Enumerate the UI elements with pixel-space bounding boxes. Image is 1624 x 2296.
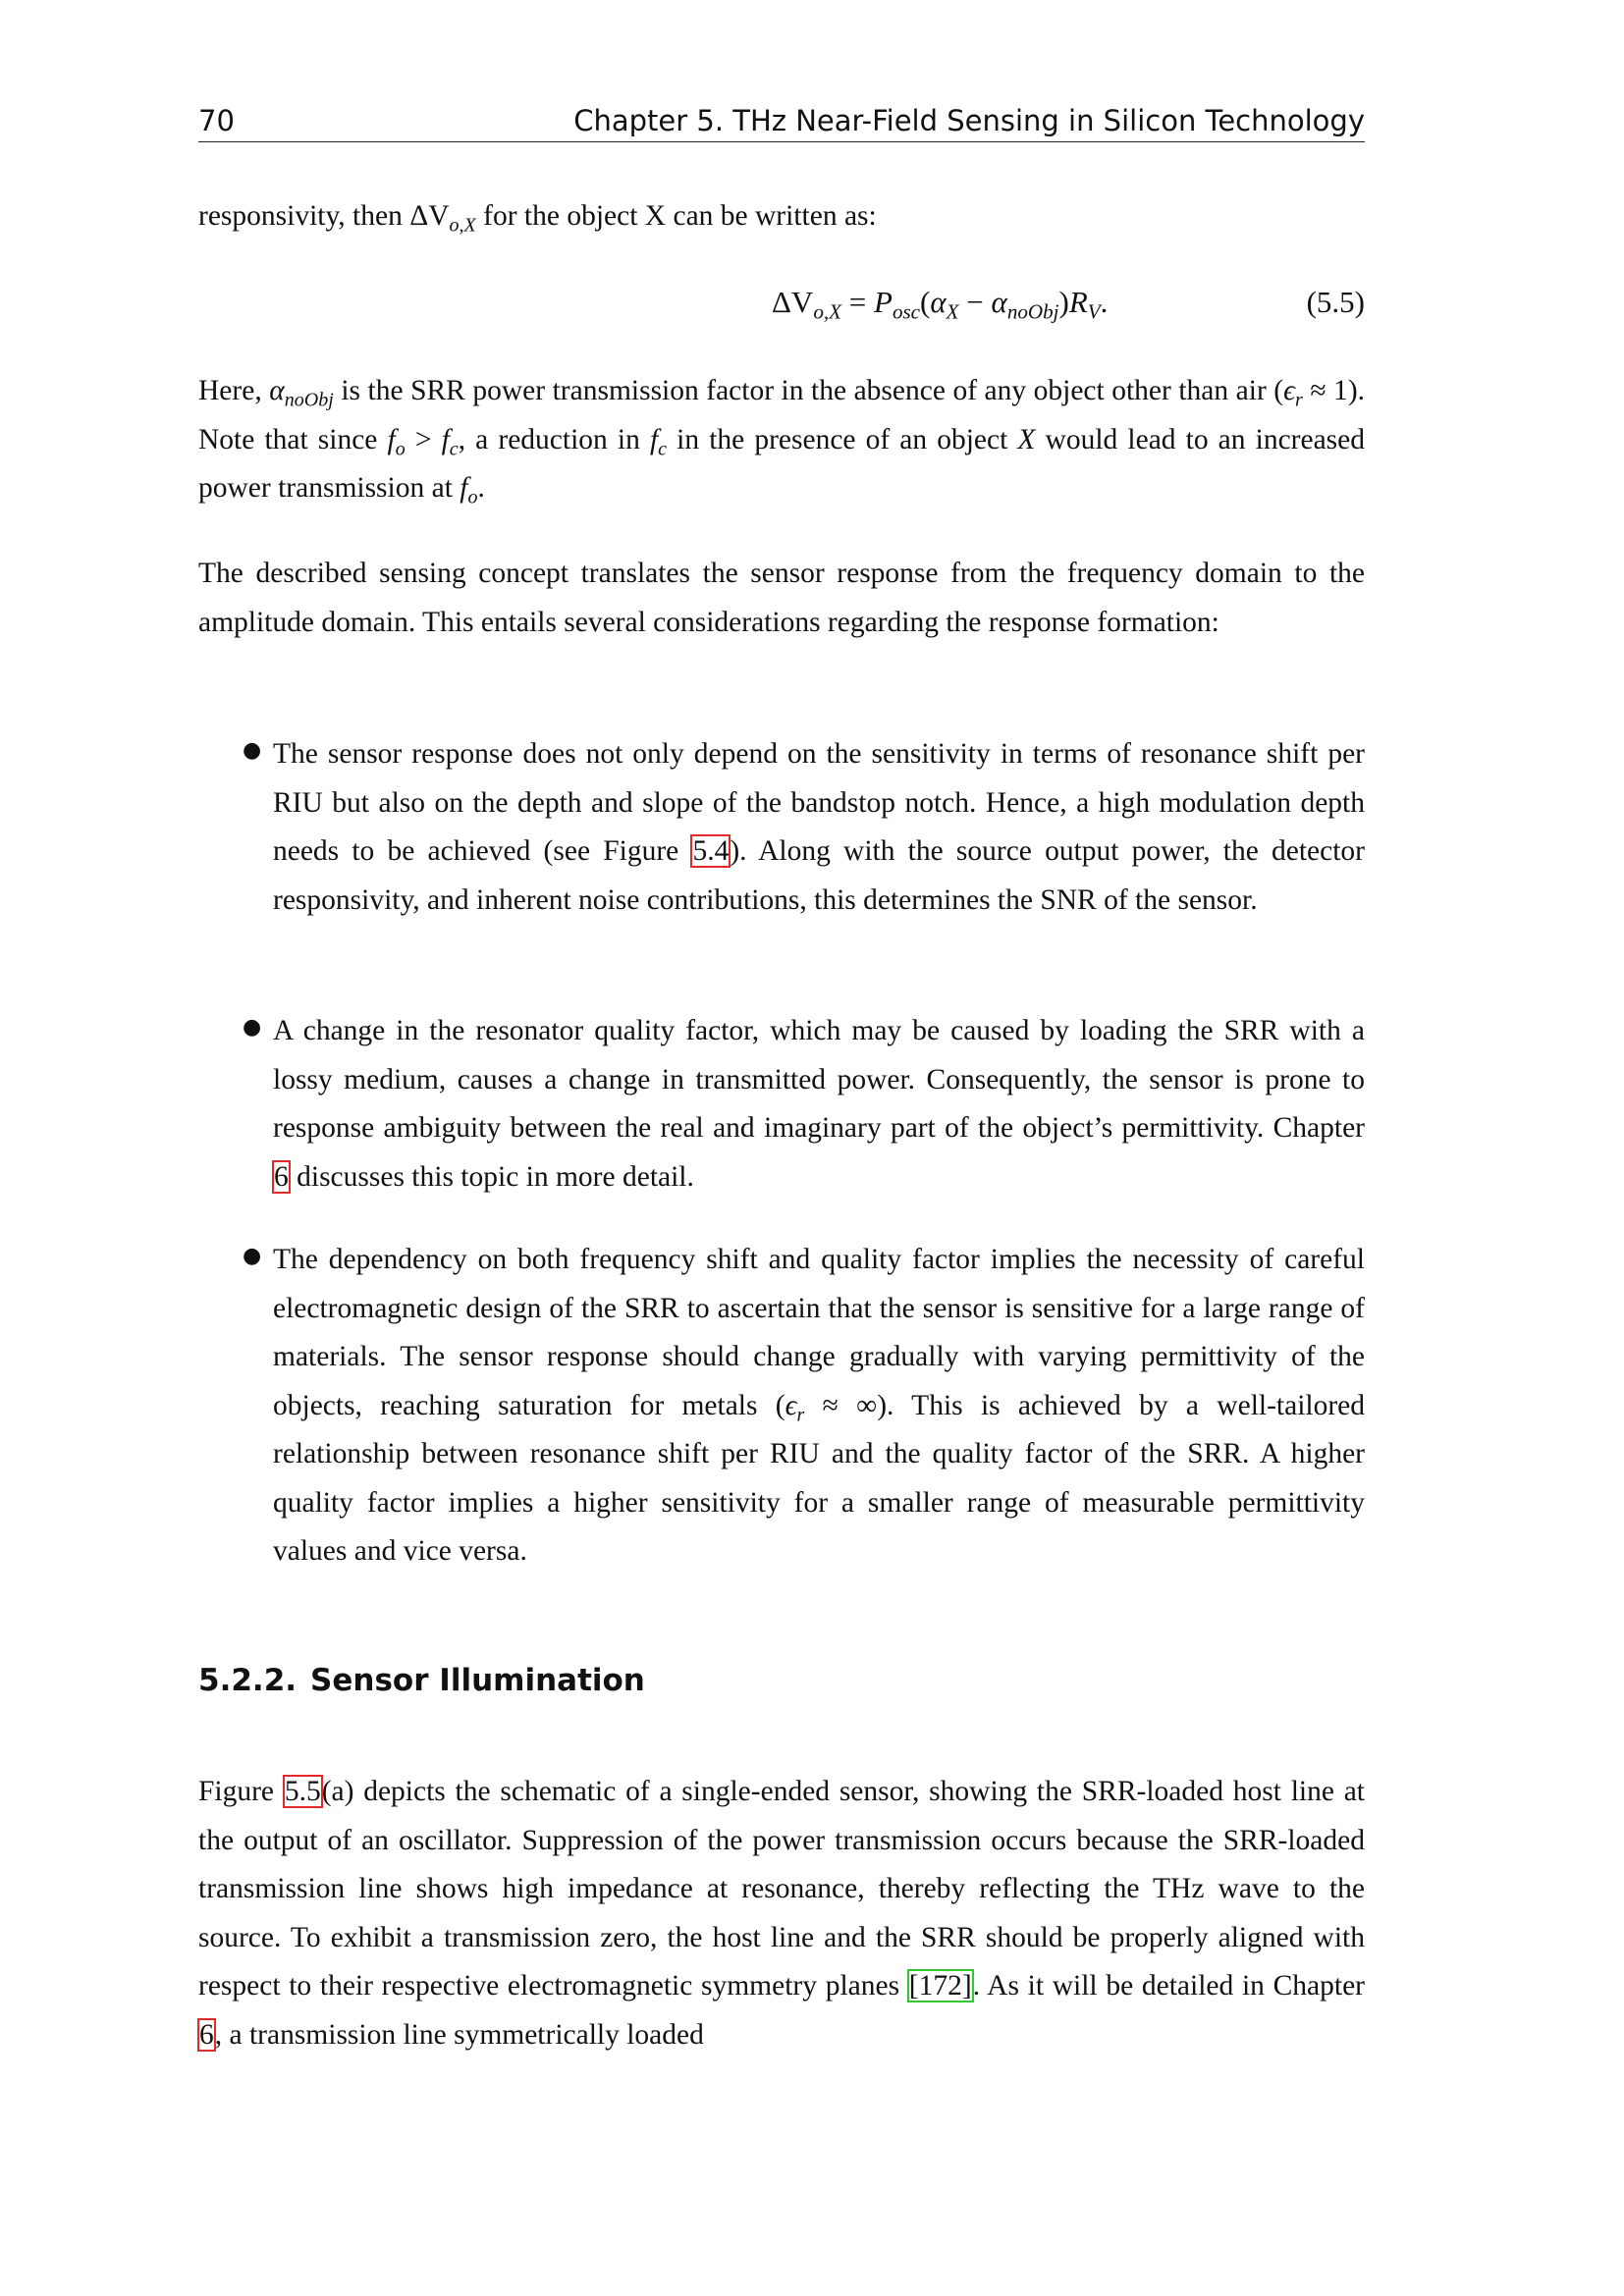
equation-5-5 bbox=[198, 285, 1365, 334]
equation-body: $\Delta V_{o,X} = P_{osc}(\alpha_X - \alpha_{noObj})R_V$. bbox=[772, 285, 1109, 324]
page-number: 70 bbox=[198, 104, 235, 137]
intro-sentence: responsivity, then $\Delta V_{o,X}$ for the object X can be written as: bbox=[198, 200, 877, 237]
section-heading bbox=[198, 1663, 645, 1698]
citation-172[interactable]: [172] bbox=[908, 1970, 972, 2002]
section-title: Sensor Illumination bbox=[310, 1663, 645, 1698]
paragraph-illumination: Figure 5.5(a) depicts the schematic of a single-ended sensor, showing the SRR-loaded host line at the output of an oscillator. Suppression of the power transmission occurs because the SRR-loaded transmission line shows high impedance at resonance, thereby reflecting the THz wave to the source. To exhibit a transmission zero, the host line and the SRR should be properly aligned with respect to their respective electromagnetic symmetry planes [172]. As it will be detailed in Chapter 6, a transmission line symmetrically loaded bbox=[198, 1776, 1365, 2051]
bullet-icon: ● bbox=[243, 1244, 262, 1268]
equation-number: (5.5) bbox=[1306, 285, 1365, 319]
section-number: 5.2.2. bbox=[198, 1663, 298, 1698]
figure-ref-5-5[interactable]: 5.5 bbox=[284, 1776, 321, 1807]
figure-ref-5-4[interactable]: 5.4 bbox=[692, 835, 730, 867]
chapter-title: Chapter 5. THz Near-Field Sensing in Silicon Technology bbox=[573, 104, 1365, 137]
running-header bbox=[198, 102, 1365, 142]
bullet-icon: ● bbox=[243, 1015, 262, 1040]
bullet-item-2: A change in the resonator quality factor, which may be caused by loading the SRR with a lossy medium, causes a change in transmitted power. Consequently, the sensor is prone to response ambiguity between the real and imaginary part of the object’s permittivity. Chapter 6 discusses this topic in more detail. bbox=[273, 1015, 1365, 1193]
chapter-ref-6[interactable]: 6 bbox=[199, 2018, 214, 2051]
paragraph-concept: The described sensing concept translates the sensor response from the frequency domain to the amplitude domain. This entails several considerations regarding the response formation: bbox=[198, 558, 1365, 638]
bullet-icon: ● bbox=[243, 738, 262, 763]
chapter-ref-6[interactable]: 6 bbox=[274, 1160, 289, 1193]
bullet-item-3: The dependency on both frequency shift and quality factor implies the necessity of careful electromagnetic design of the SRR to ascertain that the sensor is sensitive for a large range of materials. The sensor response should change gradually with varying permittivity of the objects, reaching saturation for metals ($\epsilon_r$ ≈ ∞). This is achieved by a well-tailored relationship between resonance shift per RIU and the quality factor of the SRR. A higher quality factor implies a higher sensitivity for a smaller range of measurable permittivity values and vice versa. bbox=[273, 1244, 1366, 1567]
bullet-item-1: The sensor response does not only depend on the sensitivity in terms of resonance shift per RIU but also on the depth and slope of the bandstop notch. Hence, a high modulation depth needs to be achieved (see Figure 5.4). Along with the source output power, the detector responsivity, and inherent noise contributions, this determines the SNR of the sensor. bbox=[273, 738, 1366, 916]
paragraph-alpha: Here, $\alpha_{noObj}$ is the SRR power transmission factor in the absence of any object other than air $(\epsilon_r \approx 1)$. Note that since $f_o > f_c$, a reduction in $f_c$ in the presence of an object X would lead to an increased power transmission at $f_o$. bbox=[198, 375, 1366, 508]
